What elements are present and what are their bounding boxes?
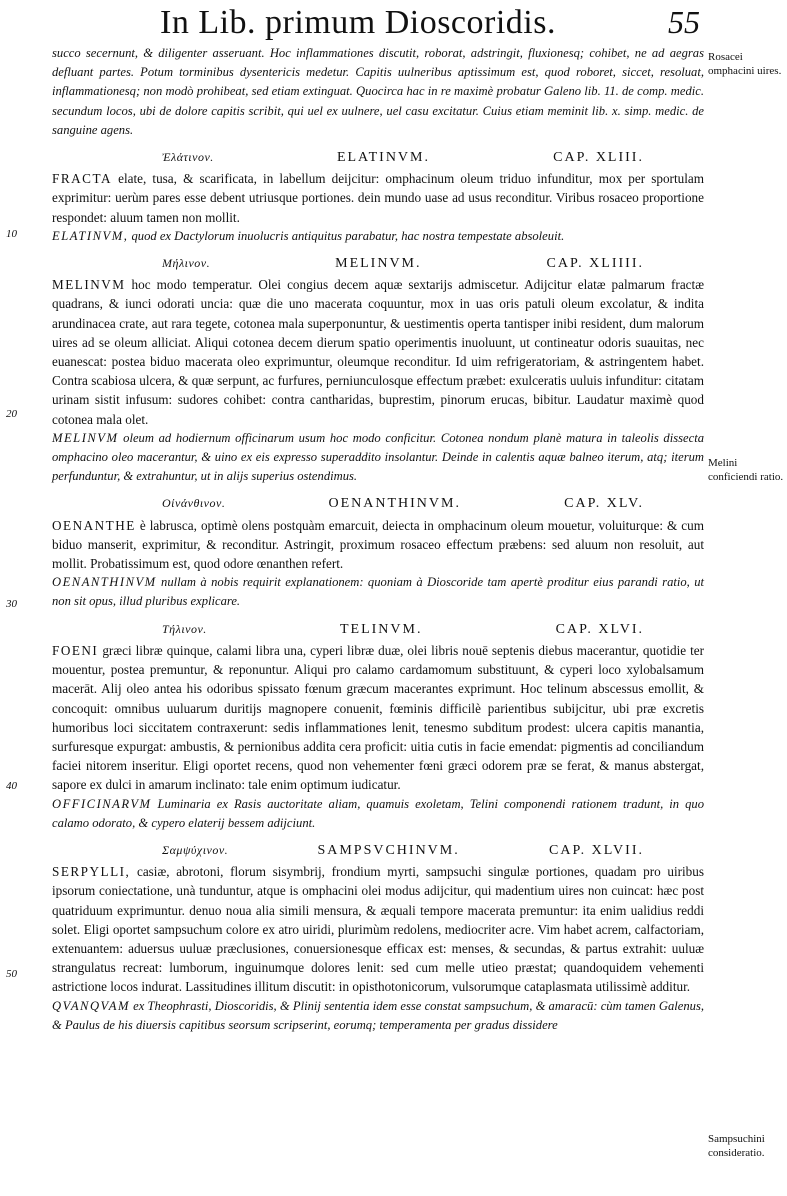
- chapter-incipit: FOENI: [52, 642, 99, 658]
- chapter-incipit: SERPYLLI,: [52, 864, 131, 880]
- commentary-body: Luminaria ex Rasis auctoritate aliam, quamuis exoletam, Telini componendi rationem tradunt, in quo calamo odorato, & cypero elaterij bessem adijciunt.: [52, 796, 704, 830]
- chapter-body: casiæ, abrotoni, florum sisymbrij, frondium myrti, sampsuchi singulæ portiones, quadam pro uiribus ipsorum coniectatione, unà tunduntur, atque is omphacini olei modus adijcitur, qui madentium uires non cuincat: hæc post quatriduum exprimuntur. denuo noua alia simili mensura, & æquali tempore macerata premuntur: ita enim ualidius reddi solet. Eligi oportet sampsuchum colore ex atro uiridi, plurimùm redolens, mediocriter acre. Vim habet acrem, calfactoriam, extenuantem: aduersus uuluæ præclusiones, conuersionesque efficax est: menses, & secundas, & partus extrahit: uuluæ strangulatus recreat: lumborum, inguinumque dolores lenit: sed cum melle utieo præstat; quandoquidem vehementi astrictione locos indurat. Lassitudines illitum discutit: in opisthotonicorum, vulsorumque cataplasmata utilissimè additur.: [52, 864, 704, 995]
- commentary-body: oleum ad hodiernum officinarum usum hoc modo conficitur. Cotonea nondum planè matura in taleolis dissecta omphacino oleo macerantur, & uino ex eis expresso superaddito insolantur. Deinde in calentis aquæ balneo iterum, atq; iterum perfunduntur, & extrahuntur, ut in alijs superius ostendimus.: [52, 430, 704, 484]
- commentary-body: ex Theophrasti, Dioscoridis, & Plinij sententia idem esse constat sampsuchum, & amaracū: cùm tamen Galenus, & Paulus de his diuersis capitibus seorsum scripserint, eorumq; temperamenta per gradus dissidere: [52, 998, 704, 1032]
- margin-note-sampsuchini: Sampsuchini consideratio.: [708, 1133, 765, 1159]
- chapter-commentary: [52, 997, 704, 1035]
- chapter-commentary: [52, 429, 704, 487]
- commentary-incipit: OENANTHINVM: [52, 575, 157, 590]
- line-number-10: 10: [6, 228, 17, 240]
- chapter-text: [52, 516, 704, 574]
- line-number-40: 40: [6, 780, 17, 792]
- chapter-body: è labrusca, optimè olens postquàm emarcuit, deiecta in omphacinum oleum mouetur, voluiturque: & cum biduo manserit, exprimitur, & reconditur. Astringit, proximum rosaceo effectum præbens: sed aluum non resoluit, aut mollit. Probatissimum est, quod odore œnanthen refert.: [52, 517, 704, 572]
- chapter-greek-title: Μήλινον.: [162, 256, 211, 271]
- chapter-text: [52, 641, 704, 795]
- chapter-greek-title: Ἐλάτινον.: [162, 150, 214, 165]
- page-header: [0, 0, 787, 50]
- chapter-heading: [52, 148, 704, 167]
- chapter-greek-title: Οἰνάνθινον.: [162, 496, 226, 511]
- chapter-greek-title: Σαμψύχινον.: [162, 842, 229, 857]
- commentary-body: quod ex Dactylorum inuolucris antiquitus parabatur, hac nostra tempestate absoleuit.: [128, 228, 565, 243]
- chapter-title: MELINVM.: [335, 256, 422, 272]
- commentary-incipit: QVANQVAM: [52, 998, 130, 1013]
- line-number-20: 20: [6, 408, 17, 420]
- running-head: In Lib. primum Dioscoridis.: [160, 4, 556, 41]
- chapter-text: [52, 169, 704, 227]
- chapter-body: hoc modo temperatur. Olei congius decem aquæ sextarijs admiscetur. Adijcitur elatæ palmarum fractæ quadrans, & iunci odorati uncia: quæ die uno macerata coquuntur, mox in uas oris patuli oleum excolatur, & indita arundinacea crate, aut rara tegete, cotonea mala superponuntur, & uestimentis operta tantisper inibi resident, dum malorum uires ad se oleum alliciat. Aliqui cotonea decem dierum spatio operimentis inuoluunt, ut contineatur odoris suauitas, nec euanescat: postea biduo macerata oleo exprimuntur, oleumque reconditur. Id uim refrigeratoriam, & astringentem habet. Contra scabiosa ulcera, & quæ serpunt, ac furfures, perniunculosque effectum præbet: exulceratis uuluis infunditur: citatam urinam sistit infusum: sudores cohibet: contra cantharidas, buprestim, pinorum erucas, bibitur. Laudatur maximè quod cotonea mala olet.: [52, 277, 704, 427]
- line-number-30: 30: [6, 598, 17, 610]
- chapter-title: TELINVM.: [339, 621, 423, 637]
- chapter-text: [52, 275, 704, 429]
- chapter-commentary: [52, 795, 704, 833]
- intro-paragraph: succo secernunt, & diligenter asseruant. Hoc inflammationes discutit, roborat, adstringit, fluxionesq; cohibet, ne ad aegras defluant partes. Potum torminibus dysentericis medetur. Capitis uulneribus aptissimum est, quod roboret, siccet, resoluat, inflammationesq; non modò prohibeat, sed etiam extinguat. Quocirca hac in re maximè probatur Galeno lib. 11. de comp. medic. secundum locos, ubi de dolore capitis scribit, qui uel ex uulnere, uel casu excitatur. Cuius etiam meminit lib. x. simp. medic. de sanguine agens.: [52, 46, 704, 137]
- chapter-title: SAMPSVCHINVM.: [317, 842, 460, 858]
- chapter-number: CAP. XLVII.: [549, 842, 644, 858]
- chapter-number: CAP. XLV.: [564, 496, 644, 512]
- chapter-heading: [52, 841, 704, 860]
- chapter-incipit: FRACTA: [52, 171, 112, 187]
- chapter-heading: [52, 494, 704, 513]
- chapter-number: CAP. XLVI.: [555, 621, 644, 637]
- chapter-heading: [52, 620, 704, 639]
- line-number-50: 50: [6, 968, 17, 980]
- chapter-text: [52, 862, 704, 996]
- chapter-incipit: OENANTHE: [52, 517, 136, 533]
- chapter-title: ELATINVM.: [336, 150, 430, 166]
- chapter-body: græci libræ quinque, calami libra una, cyperi libræ duæ, olei libris nouē septenis diebus macerantur, quotidie ter mouentur, postea premuntur, & reponuntur. Aliqui pro calamo cardamomum substituunt, & cyperi loco xylobalsamum macerāt. Alij oleo antea his odoribus spissato fœnum græcum macerantes exprimunt. Hoc telinum abscessus emollit, & concoquit: omnibus uuluarum duritijs magnopere conuenit, fœminis difficilè parientibus subijcitur, ubi præ excretis humoribus loci siccitatem contraxerunt: sedis inflammationes lenit, tenesmo subditum prodest: ulcera capitis manantia, surfuresque expurgat: ambustis, & pernionibus addita cera proficit: uitia cutis in facie emendat: pigmentis ad conciliandum faciei nitorem inseritur. Eligi oportet recens, quod non vehementer fœni græci odorem præ se ferat, & manus abstergat, sapore ex dulci in amarum inclinato: tale enim optimum iudicatur.: [52, 642, 704, 793]
- chapter-body: elate, tusa, & scarificata, in labellum deijcitur: omphacinum oleum triduo infunditur, mox per sportulam exprimitur: uerùm pares esse debent utriusque portiones. dein mundo uase ad usus reconditur. Viribus rosaceo proportione respondet: aluum tamen non mollit.: [52, 171, 704, 225]
- commentary-body: nullam à nobis requirit explanationem: quoniam à Dioscoride tam apertè proditur eius parandi ratio, ut non sit opus, illud pluribus explicare.: [52, 575, 704, 609]
- margin-note-rosacei: Rosacei omphacini uires.: [708, 51, 782, 77]
- commentary-incipit: MELINVM: [52, 430, 119, 445]
- folio-number: 55: [668, 4, 700, 40]
- margin-note-melini: Melini conficiendi ratio.: [708, 457, 784, 483]
- chapter-number: CAP. XLIII.: [553, 150, 644, 166]
- chapter-number: CAP. XLIIII.: [546, 256, 644, 272]
- chapter-title: OENANTHINVM.: [328, 496, 461, 512]
- commentary-incipit: ELATINVM,: [52, 228, 129, 243]
- chapter-commentary: [52, 227, 704, 246]
- commentary-incipit: OFFICINARVM: [52, 796, 152, 811]
- chapter-heading: [52, 254, 704, 273]
- chapter-incipit: MELINVM: [52, 277, 126, 293]
- chapter-greek-title: Τήλινον.: [162, 621, 207, 636]
- main-text: [52, 44, 704, 1035]
- chapter-commentary: [52, 573, 704, 611]
